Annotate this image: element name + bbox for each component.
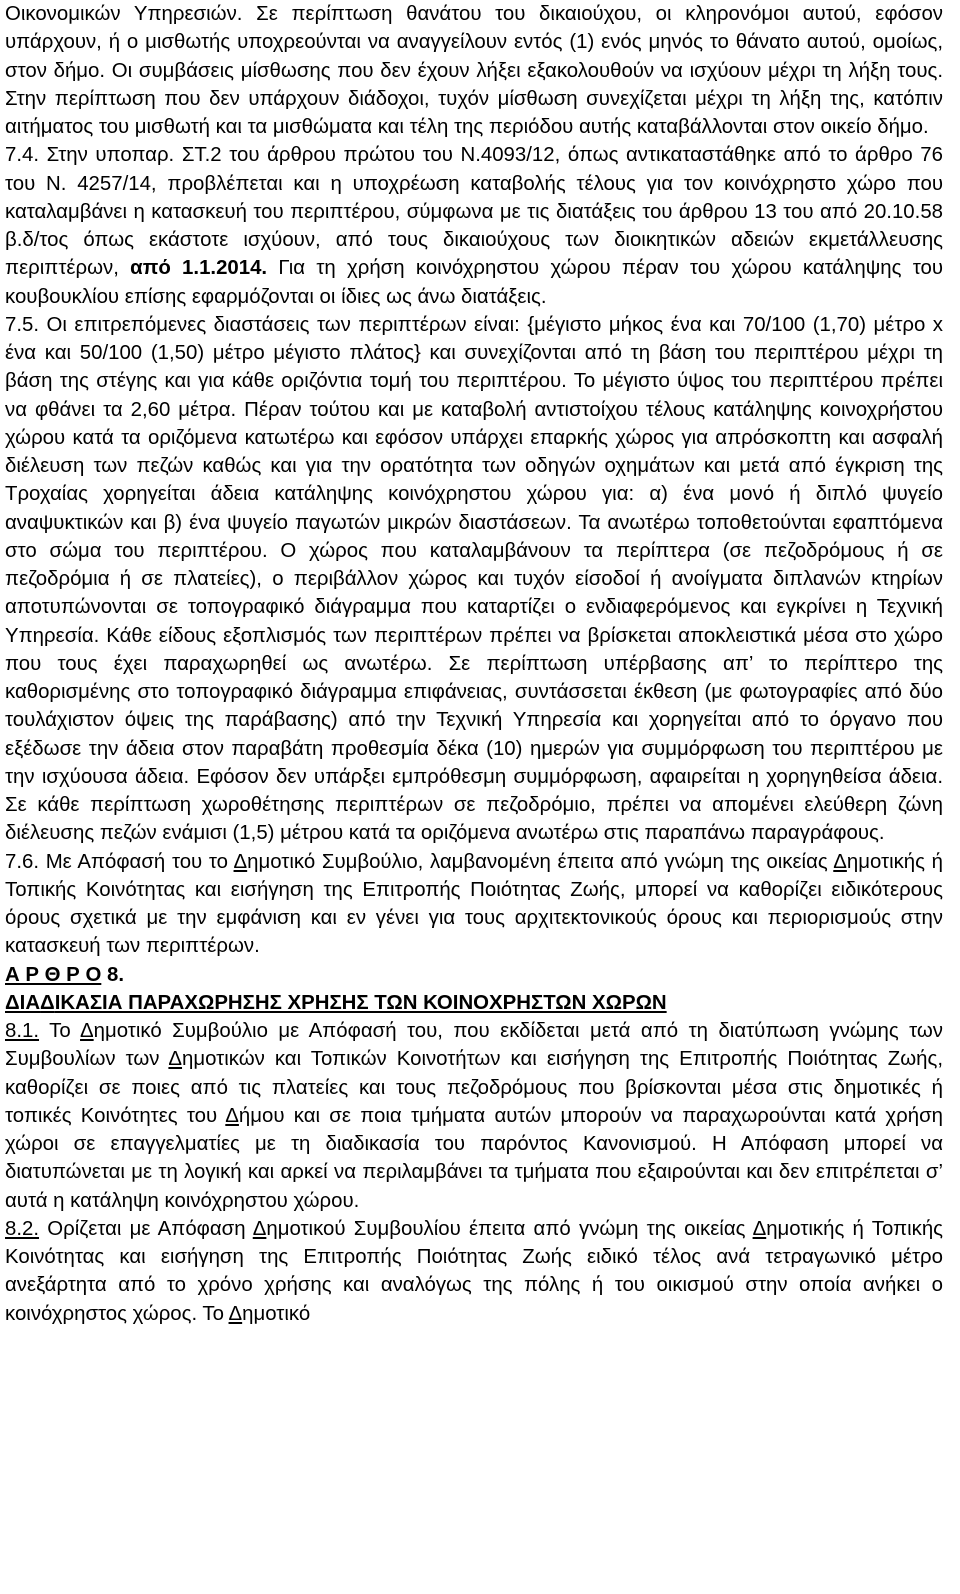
p81-number: 8.1. bbox=[5, 1020, 40, 1042]
heading-part-a: ΔΙΑ bbox=[5, 991, 41, 1014]
p81-underlined-letter-2: Δ bbox=[168, 1048, 183, 1071]
paragraph-7-4-text: 7.4. Στην υποπαρ. ΣΤ.2 του άρθρου πρώτου του Ν.4093/12, όπως αντικαταστάθηκε από το άρθρο 76 του Ν. 4257/14, προβλέπεται και η υποχρέωση καταβολής τέλους για τον κοινόχρηστο χώρο που καταλαμβάνει η κατασκευή του περιπτέρου, σύμφωνα με τις διατάξεις του άρθρου 13 του από 20.10.58 β.δ/τος όπως εκάστοτε ισχύουν, από τους δικαιούχους των διοικητικών αδειών εκμετάλλευσης περιπτέρων, bbox=[5, 144, 943, 280]
heading-part-underlined: Δ bbox=[40, 991, 55, 1014]
paragraph-7-4 bbox=[5, 141, 943, 311]
paragraph-8-2 bbox=[5, 1215, 943, 1328]
p82-underlined-letter-2: Δ bbox=[752, 1217, 767, 1240]
paragraph-7-5: 7.5. Οι επιτρεπόμενες διαστάσεις των περιπτέρων είναι: {μέγιστο μήκος ένα και 70/100 (1,70) μέτρο x ένα και 50/100 (1,50) μέτρο μέγιστο πλάτος} και συνεχίζονται από τη βάση του περιπτέρου μέχρι τη βάση της στέγης και για κάθε οριζόντια τομή του περιπτέρου. Το μέγιστο ύψος του περιπτέρου πρέπει να φθάνει τα 2,60 μέτρα. Πέραν τούτου και με καταβολή αντιστοίχου τέλους κατάληψης κοινοχρήστου χώρου κατά τα οριζόμενα κατωτέρω και εφόσον υπάρχει επαρκής χώρος για απρόσκοπτη και ασφαλή διέλευση των πεζών καθώς και για την ορατότητα των οδηγών οχημάτων και μετά από έγκριση της Τροχαίας χορηγείται άδεια κατάληψης κοινόχρηστου χώρου για: α) ένα μονό ή διπλό ψυγείο αναψυκτικών και β) ένα ψυγείο παγωτών μικρών διαστάσεων. Τα ανωτέρω τοποθετούνται εφαπτόμενα στο σώμα του περιπτέρου. Ο χώρος που καταλαμβάνουν τα περίπτερα (σε πεζοδρόμους ή σε πεζοδρόμια ή σε πλατείες), ο περιβάλλον χώρος και τυχόν είσοδοί ή ανοίγματα διπλανών κτηρίων αποτυπώνονται σε τοπογραφικό διάγραμμα που καταρτίζει ο ενδιαφερόμενος και εγκρίνει η Τεχνική Υπηρεσία. Κάθε είδους εξοπλισμός των περιπτέρων πρέπει να βρίσκεται αποκλειστικά μέσα στο χώρο που τους έχει παραχωρηθεί ως ανωτέρω. Σε περίπτωση υπέρβασης απ’ το περίπτερο της καθορισμένης στο τοπογραφικό διάγραμμα επιφάνειας, συντάσσεται έκθεση (με φωτογραφίες από δύο τουλάχιστον όψεις της παράβασης) από την Τεχνική Υπηρεσία και χορηγείται από το όργανο που εξέδωσε την άδεια στον παραβάτη προθεσμία δέκα (10) ημερών για συμμόρφωση του περιπτέρου με την ισχύουσα άδεια. Εφόσον δεν υπάρξει εμπρόθεσμη συμμόρφωση, αφαιρείται η χορηγηθείσα άδεια. Σε κάθε περίπτωση χωροθέτησης περιπτέρων σε πεζοδρόμιο, πρέπει να απομένει ελεύθερη ζώνη διέλευσης πεζών ενάμισι (1,5) μέτρου κατά τα οριζόμενα ανωτέρω στις παραπάνω παραγράφους. bbox=[5, 313, 943, 845]
p76-underlined-letter-2: Δ bbox=[833, 850, 847, 873]
p81-underlined-letter-3: Δ bbox=[225, 1104, 239, 1127]
p81-text-b: ημοτικό Συμβούλιο με Απόφασή του, που εκδίδεται μετά από τη διατύπωση γνώμης των Συμβουλίων των bbox=[5, 1020, 943, 1071]
heading-part-b: ΙΚΑΣΙΑ ΠΑΡΑΧΩΡΗΣΗΣ ΧΡΗΣΗΣ ΤΩΝ ΚΟΙΝΟΧΡΗΣΤΩΝ ΧΩΡΩΝ bbox=[54, 991, 667, 1014]
p76-underlined-letter-1: Δ bbox=[233, 850, 248, 873]
paragraph-7-6 bbox=[5, 848, 943, 961]
p82-underlined-letter-3: Δ bbox=[228, 1302, 243, 1325]
paragraph-7-4-bold-date: από 1.1.2014. bbox=[130, 257, 268, 280]
p81-underlined-letter-1: Δ bbox=[80, 1020, 94, 1042]
p82-number: 8.2. bbox=[5, 1217, 40, 1240]
p82-text-c: ημοτικής ή Τοπικής Κοινότητας και εισήγηση της Επιτροπής Ποιότητας Ζωής ειδικό τέλος ανά τετραγωνικό μέτρο ανεξάρτητα από το χρόνο χρήσης και αναλόγως της πόλης ή του οικισμού στην οποία ανήκει ο κοινόχρηστος χώρος. Το bbox=[5, 1217, 943, 1325]
p81-text-a: Το bbox=[39, 1020, 81, 1042]
p76-text-a: 7.6. Με Απόφασή του το bbox=[5, 850, 234, 873]
article-8-title bbox=[5, 961, 943, 989]
p82-text-b: ημοτικού Συμβουλίου έπειτα από γνώμη της οικείας bbox=[266, 1217, 753, 1240]
paragraph-7-3-continued: Οικονομικών Υπηρεσιών. Σε περίπτωση θανάτου του δικαιούχου, οι κληρονόμοι αυτού, εφόσον υπάρχουν, ή ο μισθωτής υποχρεούνται να αναγγείλουν εντός (1) ενός μηνός το θάνατο αυτού, ομοίως, στον δήμο. Οι συμβάσεις μίσθωσης που δεν έχουν λήξει εξακολουθούν να ισχύουν μέχρι τη λήξη τους. Στην περίπτωση που δεν υπάρχουν διάδοχοι, τυχόν μίσθωση συνεχίζεται μέχρι τη λήξη της, κατόπιν αιτήματος του μισθωτή και τα μισθώματα και τέλη της περιόδου αυτής καταβάλλονται στον οικείο δήμο. bbox=[5, 3, 943, 138]
p81-text-c: ημοτικών και Τοπικών Κοινοτήτων και εισήγηση της Επιτροπής Ποιότητας Ζωής, καθορίζει σε ποιες από τις πλατείες και τους πεζοδρόμους που βρίσκονται μέσα στις δημοτικές ή τοπικές Κοινότητες του bbox=[5, 1048, 943, 1127]
paragraph-7-4-tail: Για τη χρήση κοινόχρηστου χώρου πέραν του χώρου κατάληψης του κουβουκλίου επίσης εφαρμόζονται οι ίδιες ως άνω διατάξεις. bbox=[5, 257, 943, 308]
article-word: Α Ρ Θ Ρ Ο bbox=[5, 963, 102, 986]
p82-text-a: Ορίζεται με Απόφαση bbox=[39, 1217, 253, 1240]
p82-text-d: ημοτικό bbox=[242, 1302, 311, 1325]
paragraph-8-1 bbox=[5, 1017, 943, 1215]
p76-text-b: ημοτικό Συμβούλιο, λαμβανομένη έπειτα από γνώμη της οικείας bbox=[247, 850, 834, 873]
p76-text-c: ημοτικής ή Τοπικής Κοινότητας και εισήγηση της Επιτροπής Ποιότητας Ζωής, μπορεί να καθορίζει ειδικότερους όρους σχετικά με την εμφάνιση και εν γένει για τους αρχιτεκτονικούς όρους και περιορισμούς στην κατασκευή των περιπτέρων. bbox=[5, 850, 943, 958]
p81-text-d: ήμου και σε ποια τμήματα αυτών μπορούν να παραχωρούνται κατά χρήση χώροι σε επαγγελματίες με τη διαδικασία του παρόντος Κανονισμού. Η Απόφαση μπορεί να διατυπώνεται με τη λογική και αρκεί να περιλαμβάνει τα τμήματα που εξαιρούνται και δεν επιτρέπεται σ’ αυτά η κατάληψη κοινόχρηστου χώρου. bbox=[5, 1104, 943, 1212]
article-number: 8. bbox=[101, 963, 124, 986]
article-8-heading bbox=[5, 989, 943, 1017]
p82-underlined-letter-1: Δ bbox=[252, 1217, 267, 1240]
document-page bbox=[5, 0, 943, 1328]
